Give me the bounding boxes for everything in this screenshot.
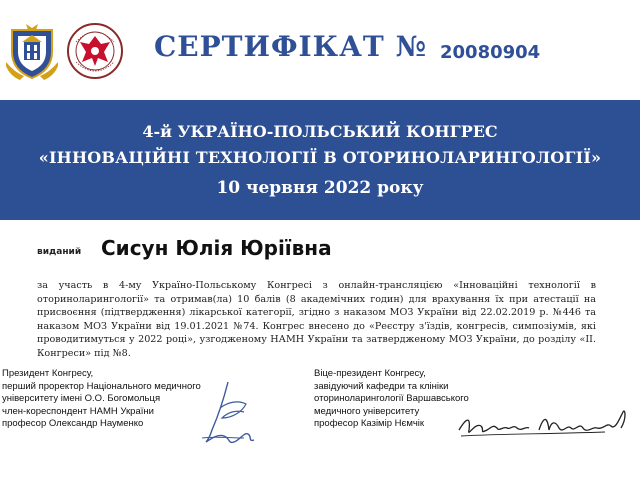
left-signatory bbox=[2, 368, 201, 431]
right-signatory-line: медичного університету bbox=[314, 405, 420, 417]
warsaw-university-seal-icon bbox=[66, 22, 124, 80]
left-signatory-line: перший проректор Національного медичного bbox=[2, 380, 201, 392]
recipient-name: Сисун Юлія Юріївна bbox=[101, 236, 332, 260]
congress-banner bbox=[0, 100, 640, 220]
certificate-number: 20080904 bbox=[440, 42, 541, 63]
left-signatory-line: університету імені О.О. Богомольця bbox=[2, 393, 161, 405]
congress-topic: «ІННОВАЦІЙНІ ТЕХНОЛОГІЇ В ОТОРИНОЛАРИНГОЛОГІЇ» bbox=[38, 148, 602, 167]
handwritten-signature-icon bbox=[455, 400, 633, 448]
left-signatory-line: Президент Конгресу, bbox=[2, 368, 94, 379]
right-signatory bbox=[314, 368, 469, 431]
handwritten-signature-icon bbox=[198, 378, 260, 448]
certificate-body-text: за участь в 4-му Україно-Польському Конгресі з онлайн-трансляцією «Інноваційні технології в оториноларингології» та отримав(ла) 10 балів (8 академічних годин) для врахування їх при атестації на присвоєння (підтвердження) лікарської категорії, згідно з наказом МОЗ України від 22.02.2019 р. №446 та наказом МОЗ України від 19.01.2021 №74. Конгрес внесено до «Реєстру з'їздів, конгресів, симпозіумів, які проводитимуться у 2022 році», узгодженому НАМН України та затвердженому МОЗ України, до розділу «ІІ. Конгреси» під №8. bbox=[37, 280, 596, 359]
right-signatory-line: професор Казімір Нємчік bbox=[314, 418, 425, 430]
right-signatory-line: Віце-президент Конгресу, bbox=[314, 368, 426, 379]
issued-label: виданий bbox=[37, 247, 82, 257]
right-signatory-line: завідуючий кафедри та клініки bbox=[314, 380, 449, 392]
congress-name: 4-й УКРАЇНО-ПОЛЬСЬКИЙ КОНГРЕС bbox=[142, 122, 498, 141]
logos bbox=[6, 22, 124, 80]
congress-date: 10 червня 2022 року bbox=[216, 178, 424, 198]
left-signatory-line: член-кореспондент НАМН України bbox=[2, 405, 154, 417]
left-signatory-line: професор Олександр Науменко bbox=[2, 418, 144, 430]
university-crest-icon bbox=[6, 22, 58, 80]
certificate-title: СЕРТИФІКАТ № bbox=[154, 30, 427, 63]
right-signatory-line: оториноларингології Варшавського bbox=[314, 393, 469, 405]
